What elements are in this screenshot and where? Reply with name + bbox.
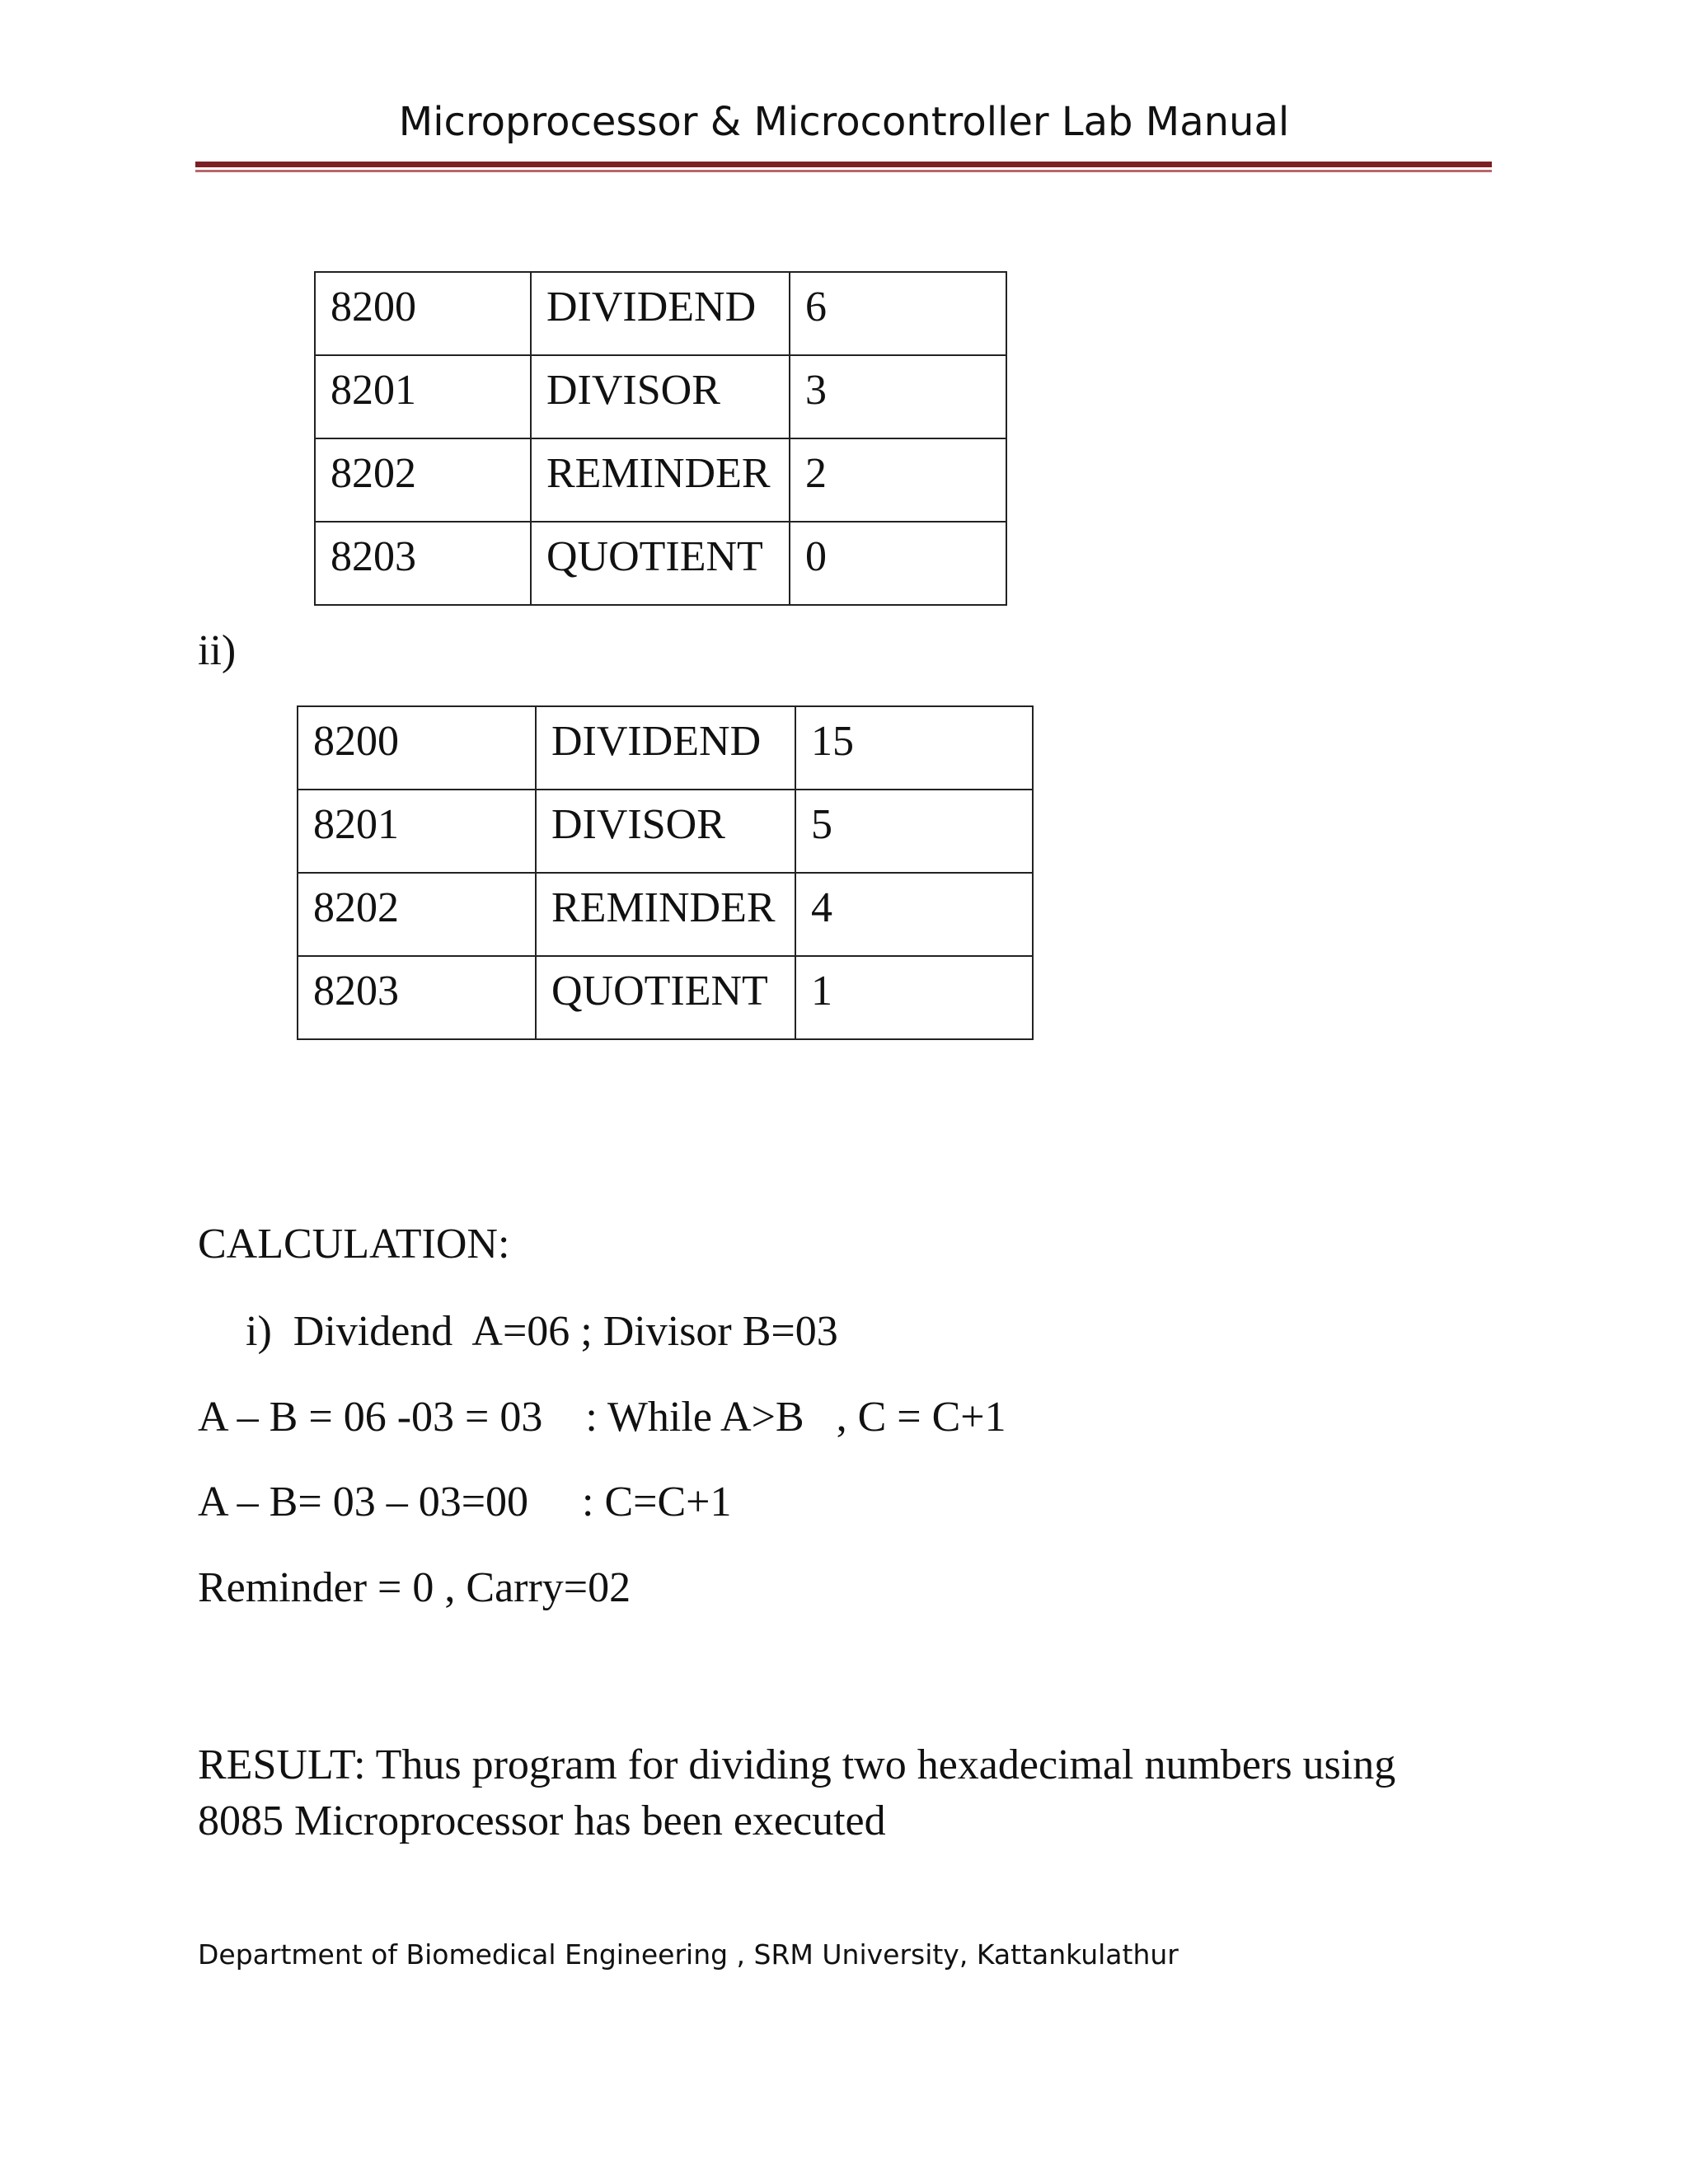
value-cell: 6	[790, 272, 1006, 355]
name-cell: QUOTIENT	[536, 956, 795, 1039]
name-cell: DIVIDEND	[536, 706, 795, 790]
address-cell: 8202	[298, 873, 536, 956]
table-row	[315, 522, 1006, 605]
address-cell: 8201	[298, 790, 536, 873]
value-cell: 1	[795, 956, 1033, 1039]
name-cell: DIVIDEND	[531, 272, 790, 355]
name-cell: DIVISOR	[536, 790, 795, 873]
memory-table-2	[297, 705, 1034, 1040]
page-header-title: Microprocessor & Microcontroller Lab Manual	[398, 99, 1290, 145]
calculation-heading: CALCULATION:	[198, 1221, 510, 1268]
table-row	[298, 706, 1033, 790]
address-cell: 8200	[315, 272, 531, 355]
value-cell: 15	[795, 706, 1033, 790]
calculation-step-1: A – B = 06 -03 = 03 : While A>B , C = C+1	[198, 1394, 1006, 1441]
name-cell: DIVISOR	[531, 355, 790, 438]
table-row	[315, 438, 1006, 522]
table-row	[315, 272, 1006, 355]
value-cell: 5	[795, 790, 1033, 873]
table-row	[315, 355, 1006, 438]
table-row	[298, 956, 1033, 1039]
address-cell: 8203	[298, 956, 536, 1039]
value-cell: 4	[795, 873, 1033, 956]
header-rule-thick	[195, 162, 1492, 167]
name-cell: QUOTIENT	[531, 522, 790, 605]
memory-table-1	[314, 271, 1007, 606]
calculation-step-3: Reminder = 0 , Carry=02	[198, 1564, 631, 1611]
name-cell: REMINDER	[531, 438, 790, 522]
value-cell: 2	[790, 438, 1006, 522]
value-cell: 0	[790, 522, 1006, 605]
result-line-1: RESULT: Thus program for dividing two hexadecimal numbers using	[198, 1741, 1396, 1788]
calculation-step-2: A – B= 03 – 03=00 : C=C+1	[198, 1479, 732, 1526]
address-cell: 8202	[315, 438, 531, 522]
calculation-item-i: i) Dividend A=06 ; Divisor B=03	[246, 1308, 838, 1355]
table-row	[298, 790, 1033, 873]
header-rule-thin	[195, 170, 1492, 172]
table-row	[298, 873, 1033, 956]
address-cell: 8200	[298, 706, 536, 790]
name-cell: REMINDER	[536, 873, 795, 956]
value-cell: 3	[790, 355, 1006, 438]
address-cell: 8201	[315, 355, 531, 438]
page-footer: Department of Biomedical Engineering , SRM University, Kattankulathur	[198, 1938, 1179, 1971]
address-cell: 8203	[315, 522, 531, 605]
result-line-2: 8085 Microprocessor has been executed	[198, 1797, 886, 1844]
section-ii-label: ii)	[198, 627, 237, 674]
